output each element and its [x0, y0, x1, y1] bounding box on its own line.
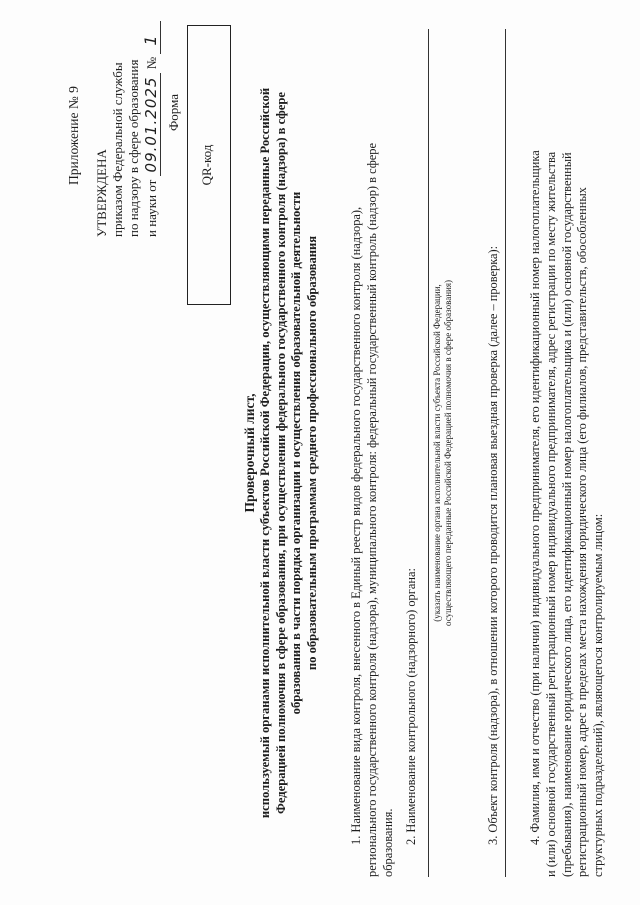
- form-label: Форма: [166, 94, 181, 131]
- paragraph-1-line-2: регионального государственного контроля (надзора), муниципального контроля: федеральный государственный контроль (надзор) в сфере: [364, 143, 379, 877]
- title-line-5: по образовательным программам среднего профессионального образования: [305, 235, 320, 671]
- fill-in-line-object: [505, 29, 506, 877]
- paragraph-4-line-4: регистрационный номер, адрес в пределах места нахождения юридического лица (его филиалов, представительств, обособленных: [575, 187, 590, 877]
- approval-line-2: по надзору в сфере образования: [126, 59, 142, 237]
- authority-note-line-2: осуществляющего переданные Российской Федерацией полномочия в сфере образования): [443, 279, 453, 627]
- approval-title: УТВЕРЖДЕНА: [94, 149, 109, 237]
- title-line-2: используемый органами исполнительной власти субъектов Российской Федерации, осуществляющими переданные Российской: [257, 87, 272, 819]
- paragraph-3: [486, 27, 502, 877]
- handwritten-date: 09.01.2025: [142, 73, 161, 177]
- fill-in-line-authority: [428, 29, 429, 877]
- paragraph-1: [349, 27, 396, 877]
- qr-code-label: QR-код: [199, 144, 214, 186]
- paragraph-1-line-1: 1. Наименование вида контроля, внесенного в Единый реестр видов федерального государственного контроля (надзора),: [349, 206, 363, 845]
- handwritten-number: 1: [141, 21, 161, 53]
- title-line-1: Проверочный лист,: [242, 393, 257, 513]
- paragraph-4: [528, 27, 607, 877]
- paragraph-2: [404, 27, 420, 877]
- authority-note: [432, 29, 454, 877]
- approval-number-prefix: №: [143, 56, 159, 70]
- document-title: [242, 41, 321, 865]
- title-line-4: образования в части порядка организации и осуществления образовательной деятельности: [289, 191, 304, 715]
- approval-date-prefix: и науки от: [143, 179, 159, 237]
- paragraph-3-line-1: 3. Объект контроля (надзора), в отношении которого проводится плановая выездная проверка (далее – проверка):: [486, 245, 500, 845]
- paragraph-4-line-3: (пребывания), наименование юридического лица, его идентификационный номер налогоплательщика и (или) основной государственный: [559, 152, 574, 877]
- approval-line-3: [140, 21, 160, 237]
- authority-note-line-1: (указать наименование органа исполнительной власти субъекта Российской Федерации,: [432, 284, 442, 622]
- paragraph-4-line-2: и (или) основной государственный регистрационный номер индивидуального предпринимателя, адрес регистрации по месту жительства: [543, 151, 558, 877]
- paragraph-2-line-1: 2. Наименование контрольного (надзорного) органа:: [404, 568, 418, 845]
- approval-block: [94, 21, 160, 237]
- paragraph-1-line-3: образования.: [380, 808, 395, 877]
- approval-line-1: приказом Федеральной службы: [110, 62, 126, 237]
- title-line-3: Федерацией полномочия в сфере образования, при осуществлении федерального государственного контроля (надзора) в сфере: [273, 92, 288, 814]
- paragraph-4-line-5: структурных подразделений), являющегося контролируемым лицом:: [591, 513, 606, 877]
- appendix-number: Приложение № 9: [66, 86, 81, 185]
- paragraph-4-line-1: 4. Фамилия, имя и отчество (при наличии) индивидуального предпринимателя, его идентификационный номер налогоплательщика: [528, 150, 542, 845]
